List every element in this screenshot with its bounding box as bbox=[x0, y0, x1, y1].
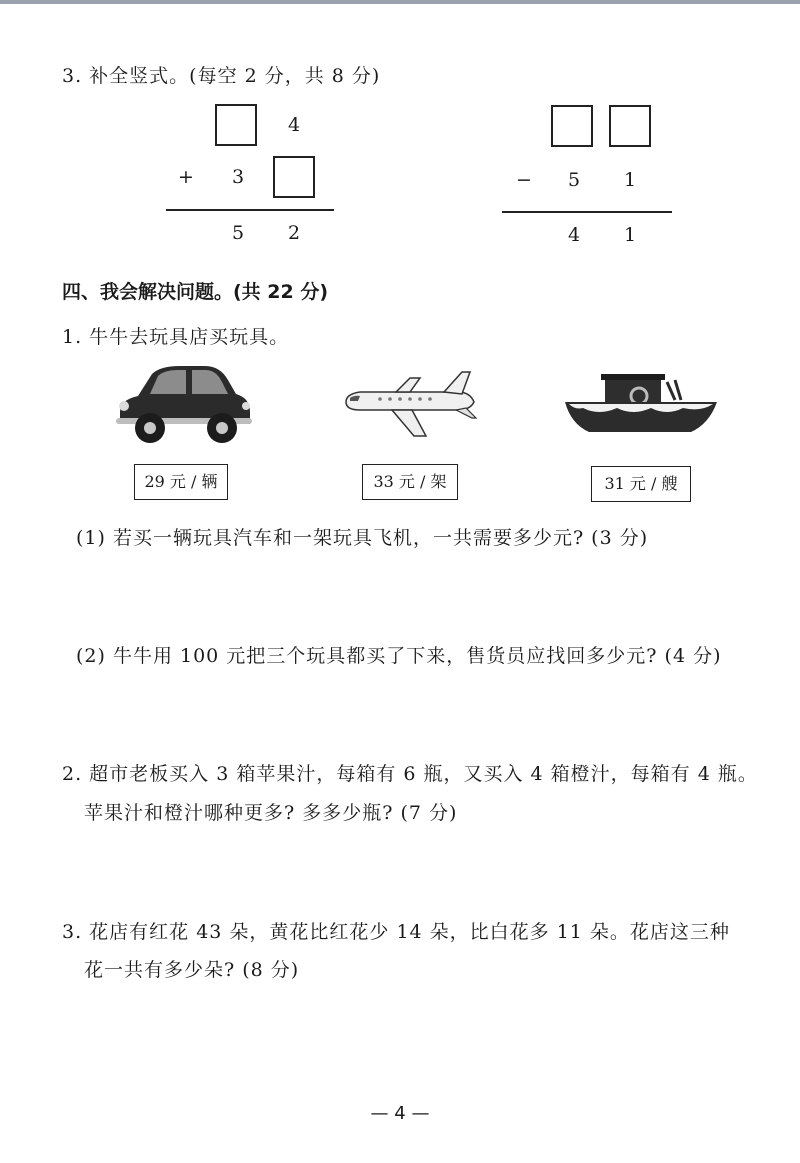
blank-box[interactable] bbox=[551, 105, 593, 147]
problem-2-line-1: 2. 超市老板买入 3 箱苹果汁，每箱有 6 瓶，又买入 4 箱橙汁，每箱有 4 瓶。 bbox=[62, 763, 758, 785]
blank-box[interactable] bbox=[273, 156, 315, 198]
price-tag-plane: 33 元 / 架 bbox=[362, 464, 458, 500]
digit: 4 bbox=[288, 114, 301, 136]
problem-1-intro: 1. 牛牛去玩具店买玩具。 bbox=[62, 326, 290, 348]
blank-box[interactable] bbox=[215, 104, 257, 146]
minus-sign: − bbox=[516, 169, 532, 191]
digit: 5 bbox=[568, 169, 581, 191]
q3-heading: 3. 补全竖式。(每空 2 分，共 8 分) bbox=[62, 65, 381, 87]
subquestion-1: (1) 若买一辆玩具汽车和一架玩具飞机，一共需要多少元? (3 分) bbox=[76, 527, 649, 549]
subquestion-2: (2) 牛牛用 100 元把三个玩具都买了下来，售货员应找回多少元? (4 分) bbox=[76, 645, 722, 667]
page-number: — 4 — bbox=[370, 1103, 430, 1124]
digit: 1 bbox=[624, 224, 637, 246]
difference-line bbox=[502, 211, 672, 213]
scan-top-edge bbox=[0, 0, 800, 4]
digit: 2 bbox=[288, 222, 301, 244]
car-image bbox=[110, 360, 255, 448]
plus-sign: + bbox=[178, 166, 194, 188]
section-title: 四、我会解决问题。(共 22 分) bbox=[62, 281, 329, 303]
price-tag-car: 29 元 / 辆 bbox=[134, 464, 228, 500]
blank-box[interactable] bbox=[609, 105, 651, 147]
problem-3-line-1: 3. 花店有红花 43 朵，黄花比红花少 14 朵，比白花多 11 朵。花店这三种 bbox=[62, 921, 730, 943]
digit: 5 bbox=[232, 222, 245, 244]
plane-image bbox=[340, 368, 480, 440]
digit: 3 bbox=[232, 166, 245, 188]
price-tag-boat: 31 元 / 艘 bbox=[591, 466, 691, 502]
digit: 4 bbox=[568, 224, 581, 246]
problem-2-line-2: 苹果汁和橙汁哪种更多? 多多少瓶? (7 分) bbox=[84, 802, 458, 824]
problem-3-line-2: 花一共有多少朵? (8 分) bbox=[84, 959, 300, 981]
digit: 1 bbox=[624, 169, 637, 191]
sum-line bbox=[166, 209, 334, 211]
boat-image bbox=[563, 372, 719, 440]
